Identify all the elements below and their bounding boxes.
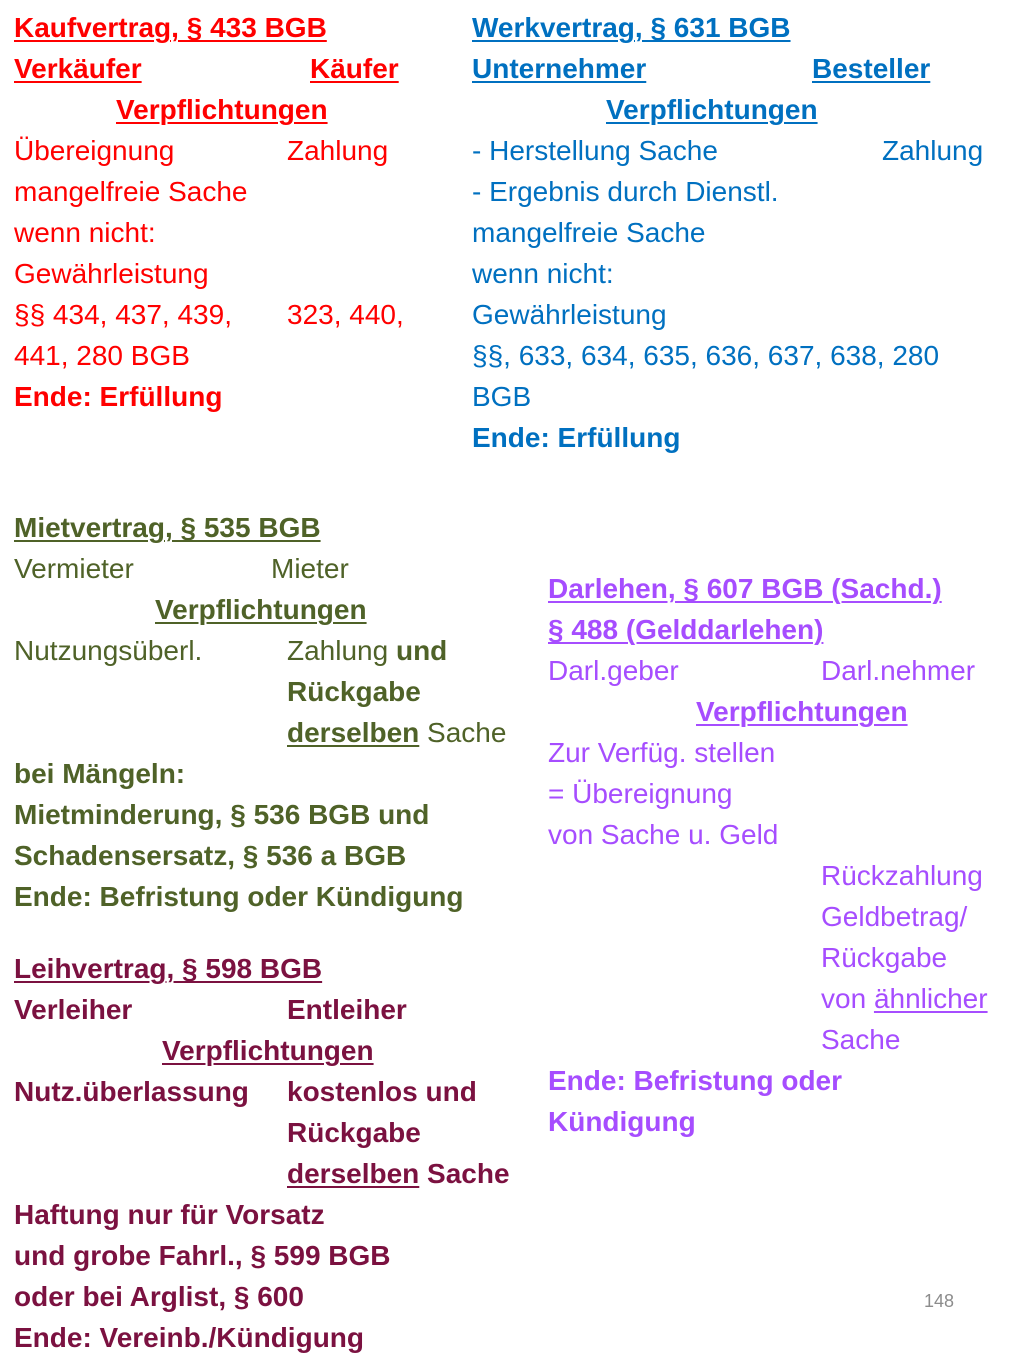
darl-party-right: Darl.nehmer xyxy=(821,655,976,686)
leih-liability-3: oder bei Arglist, § 600 xyxy=(14,1281,304,1312)
kauf-duty-buyer: Zahlung xyxy=(287,135,389,166)
leih-same-item xyxy=(287,1157,510,1191)
leih-liability-2: und grobe Fahrl., § 599 BGB xyxy=(14,1240,391,1271)
leih-duty-lender: Nutz.überlassung xyxy=(14,1076,249,1107)
werk-duties-heading: Verpflichtungen xyxy=(606,94,818,125)
werk-party-left: Unternehmer xyxy=(472,53,647,84)
miet-defect-1: bei Mängeln: xyxy=(14,758,186,789)
darl-end-1: Ende: Befristung oder xyxy=(548,1065,843,1096)
darl-party-left: Darl.geber xyxy=(548,655,679,686)
kauf-duties-heading: Verpflichtungen xyxy=(116,94,328,125)
miet-return: Rückgabe xyxy=(287,676,421,707)
miet-payment: Zahlung xyxy=(287,635,396,666)
darl-title-1: Darlehen, § 607 BGB (Sachd.) xyxy=(548,573,942,604)
werk-party-right: Besteller xyxy=(812,53,931,84)
werk-laws-1: §§, 633, 634, 635, 636, 637, 638, 280 xyxy=(472,340,940,371)
leih-duties-heading: Verpflichtungen xyxy=(162,1035,374,1066)
page-number: 148 xyxy=(924,1291,955,1311)
darl-duty-borrower-3: Rückgabe xyxy=(821,942,948,973)
kauf-end: Ende: Erfüllung xyxy=(14,381,223,412)
miet-party-right: Mieter xyxy=(271,553,349,584)
kauf-line-4: Gewährleistung xyxy=(14,258,209,289)
darl-duty-lender-2: = Übereignung xyxy=(548,778,733,809)
miet-same-item xyxy=(287,716,506,750)
leih-party-right: Entleiher xyxy=(287,994,407,1025)
werk-duty-contractor: - Herstellung Sache xyxy=(472,135,718,166)
werk-line-3: mangelfreie Sache xyxy=(472,217,706,248)
werk-title: Werkvertrag, § 631 BGB xyxy=(472,12,791,43)
kauf-party-right: Käufer xyxy=(310,53,399,84)
kauf-laws-right: 323, 440, xyxy=(287,299,404,330)
leih-duty-borrower: kostenlos und xyxy=(287,1076,477,1107)
darl-duty-borrower-4 xyxy=(821,982,988,1016)
werk-line-5: Gewährleistung xyxy=(472,299,667,330)
miet-party-left: Vermieter xyxy=(14,553,134,584)
leih-party-left: Verleiher xyxy=(14,994,133,1025)
miet-defect-3: Schadensersatz, § 536 a BGB xyxy=(14,840,407,871)
kauf-duty-seller: Übereignung xyxy=(14,135,175,166)
leih-end: Ende: Vereinb./Kündigung xyxy=(14,1322,364,1353)
kauf-line-2: mangelfreie Sache xyxy=(14,176,248,207)
darl-duty-borrower-1: Rückzahlung xyxy=(821,860,983,891)
miet-duty-tenant xyxy=(287,634,447,668)
darl-duty-lender-3: von Sache u. Geld xyxy=(548,819,779,850)
werk-line-4: wenn nicht: xyxy=(472,258,614,289)
kauf-party-left: Verkäufer xyxy=(14,53,142,84)
darl-title-2: § 488 (Gelddarlehen) xyxy=(548,614,824,645)
miet-same: derselben xyxy=(287,717,420,748)
darl-end-2: Kündigung xyxy=(548,1106,696,1137)
leih-return: Rückgabe xyxy=(287,1117,421,1148)
miet-item: Sache xyxy=(419,717,507,748)
werk-duty-client: Zahlung xyxy=(882,135,984,166)
werk-end: Ende: Erfüllung xyxy=(472,422,681,453)
darl-similar: ähnlicher xyxy=(873,983,988,1014)
miet-and: und xyxy=(395,635,448,666)
darl-von: von xyxy=(821,983,874,1014)
darl-duties-heading: Verpflichtungen xyxy=(696,696,908,727)
darl-duty-borrower-2: Geldbetrag/ xyxy=(821,901,968,932)
miet-duty-landlord: Nutzungsüberl. xyxy=(14,635,203,666)
werk-line-2: - Ergebnis durch Dienstl. xyxy=(472,176,779,207)
leih-item: Sache xyxy=(419,1158,510,1189)
darl-duty-lender-1: Zur Verfüg. stellen xyxy=(548,737,776,768)
kauf-line-3: wenn nicht: xyxy=(14,217,156,248)
miet-end: Ende: Befristung oder Kündigung xyxy=(14,881,464,912)
leih-same: derselben xyxy=(287,1158,420,1189)
leih-title: Leihvertrag, § 598 BGB xyxy=(14,953,323,984)
leih-liability-1: Haftung nur für Vorsatz xyxy=(14,1199,325,1230)
werk-laws-2: BGB xyxy=(472,381,532,412)
kauf-laws-2: 441, 280 BGB xyxy=(14,340,190,371)
miet-defect-2: Mietminderung, § 536 BGB und xyxy=(14,799,430,830)
kauf-laws-left: §§ 434, 437, 439, xyxy=(14,299,232,330)
miet-duties-heading: Verpflichtungen xyxy=(155,594,367,625)
miet-title: Mietvertrag, § 535 BGB xyxy=(14,512,321,543)
kauf-title: Kaufvertrag, § 433 BGB xyxy=(14,12,327,43)
darl-duty-borrower-5: Sache xyxy=(821,1024,901,1055)
